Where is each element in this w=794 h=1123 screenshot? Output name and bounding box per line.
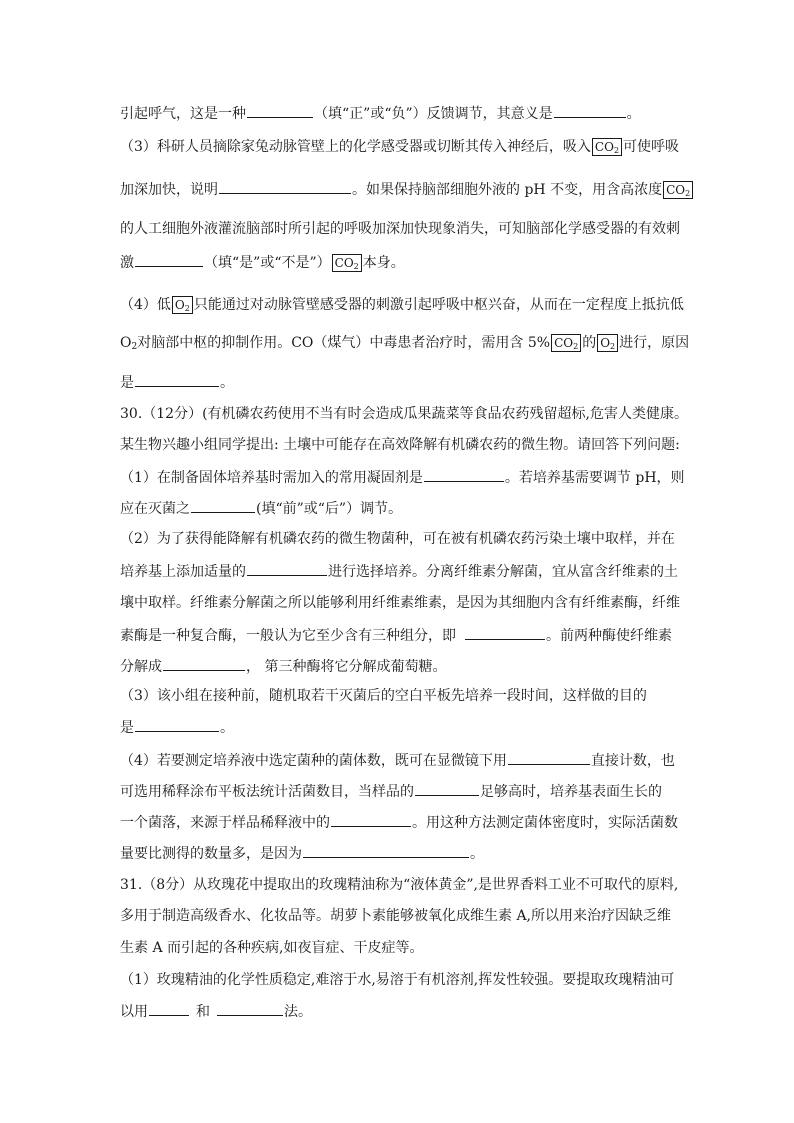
line-text: 的 (582, 335, 597, 351)
line-text: (填“前”或“后”）调节。 (256, 501, 403, 517)
line-text: 。 (220, 375, 234, 391)
text-line (120, 656, 680, 676)
line-text: 的人工细胞外液灌流脑部时所引起的呼吸加深加快现象消失，可知脑部化学感受器的有效刺 (120, 221, 680, 237)
text-line (120, 252, 680, 272)
text-line (120, 938, 680, 958)
answer-blank[interactable] (217, 1001, 283, 1016)
line-text: 足够高时，培养基表面生长的 (480, 784, 662, 800)
answer-blank[interactable] (247, 103, 313, 118)
line-text: 。用这种方法测定菌体密度时，实际活菌数 (412, 815, 678, 831)
answer-blank[interactable] (424, 467, 504, 482)
answer-blank[interactable] (465, 625, 545, 640)
line-text: 进行选择培养。分离纤维素分解菌，宜从富含纤维素的土 (328, 564, 678, 580)
text-line (120, 498, 680, 518)
text-line (120, 561, 680, 581)
text-line (120, 750, 680, 770)
line-text: 加深加快，说明 (120, 182, 218, 198)
text-line (120, 625, 680, 645)
line-text: 素酶是一种复合酶，一般认为它至少含有三种组分，即 (120, 628, 456, 644)
line-text: 。 (220, 720, 234, 736)
text-line (120, 970, 680, 990)
line-text: 法。 (284, 1004, 312, 1020)
co2-formula-box: $CO_2$ (551, 334, 581, 352)
answer-blank[interactable] (303, 843, 469, 858)
text-line (120, 295, 684, 315)
line-text: （3）该小组在接种前，随机取若干灭菌后的空白平板先培养一段时间，这样做的目的 (120, 688, 647, 704)
text-line (120, 137, 680, 157)
o2-formula-box: $O_2$ (172, 296, 193, 314)
line-text: 是 (120, 375, 134, 391)
line-text: 进行，原因 (619, 335, 690, 351)
text-line (120, 435, 680, 455)
line-text: 激 (120, 255, 134, 271)
line-text: 可选用稀释涂布平板法统计活菌数目，当样品的 (120, 784, 414, 800)
text-line (120, 686, 680, 706)
answer-blank[interactable] (219, 179, 351, 194)
line-text: 多用于制造高级香水、化妆品等。胡萝卜素能够被氧化成维生素 A,所以用来治疗因缺乏维 (120, 908, 672, 924)
o2-plain-formula: $O_2$ (120, 335, 138, 352)
answer-blank[interactable] (163, 656, 245, 671)
line-text: （2）为了获得能降解有机磷农药的微生物菌种，可在被有机磷农药污染土壤中取样，并在 (120, 531, 675, 547)
co2-formula-box: $CO_2$ (663, 181, 693, 199)
line-text: 一个菌落，来源于样品稀释液中的 (120, 815, 330, 831)
line-text: 30.（12分）(有机磷农药使用不当有时会造成瓜果蔬菜等食品农药残留超标,危害人类健康。 (120, 406, 688, 422)
answer-blank[interactable] (135, 252, 203, 267)
text-line (120, 717, 680, 737)
answer-blank[interactable] (191, 498, 255, 513)
line-text: 只能通过对动脉管壁感受器的刺激引起呼吸中枢兴奋，从而在一定程度上抵抗低 (193, 297, 684, 313)
line-text: 量要比测得的数量多，是因为 (120, 846, 302, 862)
line-text: 是 (120, 720, 134, 736)
line-text: 和 (196, 1004, 210, 1020)
answer-blank[interactable] (247, 561, 327, 576)
line-text: （填“正”或“负”）反馈调节，其意义是 (314, 106, 553, 122)
text-line (120, 467, 685, 487)
text-line (120, 179, 691, 199)
line-text: （3）科研人员摘除家兔动脉管壁上的化学感受器或切断其传入神经后，吸入 (120, 139, 591, 155)
text-line (120, 593, 680, 613)
line-text: ， 第三种酶将它分解成葡萄糖。 (246, 659, 447, 675)
text-line (120, 781, 680, 801)
text-line (120, 333, 690, 353)
text-line (120, 529, 680, 549)
line-text: 引起呼气，这是一种 (120, 106, 246, 122)
text-line (120, 103, 680, 123)
line-text: （1）在制备固体培养基时需加入的常用凝固剂是 (120, 470, 423, 486)
line-text: 分解成 (120, 659, 162, 675)
line-text: 培养基上添加适量的 (120, 564, 246, 580)
answer-blank[interactable] (135, 372, 219, 387)
line-text: （填“是”或“不是”） (204, 255, 331, 271)
question-31-header (120, 875, 680, 895)
text-line (120, 843, 680, 863)
line-text: 直接计数，也 (590, 753, 675, 769)
text-line (120, 372, 680, 392)
line-text: （4）低 (120, 297, 171, 313)
text-line (120, 906, 680, 926)
co2-formula-box: $CO_2$ (592, 138, 622, 156)
line-text: 。前两种酶使纤维素 (546, 628, 672, 644)
text-line (120, 1001, 680, 1021)
text-line (120, 812, 680, 832)
line-text: 31.（8分）从玫瑰花中提取出的玫瑰精油称为“液体黄金”,是世界香料工业不可取代的原料, (120, 877, 679, 893)
line-text: 壤中取样。纤维素分解菌之所以能够利用纤维素维素，是因为其细胞内含有纤维素酶，纤维 (120, 595, 680, 611)
answer-blank[interactable] (149, 1001, 189, 1016)
o2-formula-box: $O_2$ (597, 334, 618, 352)
line-text: 。若培养基需要调节 pH，则 (504, 470, 685, 486)
question-30-header (120, 404, 688, 424)
line-text: （4）若要测定培养液中选定菌种的菌体数，既可在显微镜下用 (120, 753, 507, 769)
answer-blank[interactable] (508, 750, 590, 765)
text-line (120, 219, 680, 239)
line-text: 可使呼吸 (623, 139, 680, 155)
line-text: 。 (470, 846, 484, 862)
answer-blank[interactable] (415, 781, 479, 796)
line-text: 以用 (120, 1004, 148, 1020)
line-text: 。如果保持脑部细胞外液的 pH 不变，用含高浓度 (352, 182, 663, 198)
answer-blank[interactable] (135, 717, 219, 732)
line-text: 。 (626, 106, 641, 122)
line-text: 对脑部中枢的抑制作用。CO（煤气）中毒患者治疗时，需用含 5% (137, 335, 551, 351)
answer-blank[interactable] (554, 103, 626, 118)
line-text: 某生物兴趣小组同学提出: 土壤中可能存在高效降解有机磷农药的微生物。请回答下列问题: (120, 437, 680, 453)
line-text: 生素 A 而引起的各种疾病,如夜盲症、干皮症等。 (120, 940, 424, 956)
line-text: （1）玫瑰精油的化学性质稳定,难溶于水,易溶于有机溶剂,挥发性较强。要提取玫瑰精油可 (120, 972, 675, 988)
co2-formula-box: $CO_2$ (332, 254, 362, 272)
line-text: 应在灭菌之 (120, 501, 190, 517)
answer-blank[interactable] (331, 812, 411, 827)
line-text: 本身。 (362, 255, 405, 271)
